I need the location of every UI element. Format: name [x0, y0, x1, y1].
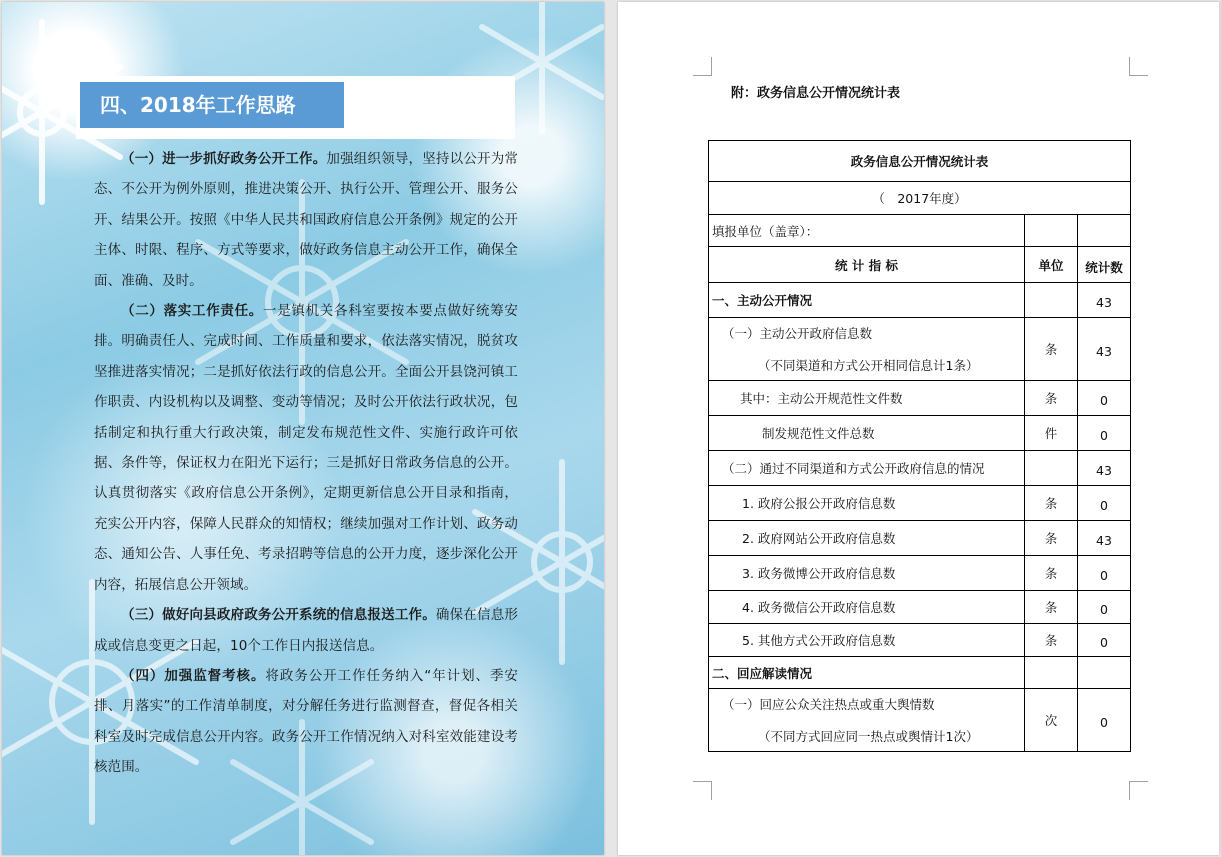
indicator-label: （一）主动公开政府信息数 — [722, 326, 873, 341]
unit-cell — [1025, 451, 1078, 486]
count-cell: 43 — [1078, 318, 1131, 381]
unit-cell: 条 — [1025, 591, 1078, 624]
table-row — [709, 689, 1131, 752]
unit-cell — [1025, 283, 1078, 318]
paragraph-heading: （四）加强监督考核。 — [121, 667, 266, 684]
unit-cell: 条 — [1025, 556, 1078, 591]
table-cell — [1078, 215, 1131, 247]
indicator-label: （一）回应公众关注热点或重大舆情数 — [722, 697, 935, 712]
table-title-row — [709, 141, 1131, 182]
table-header-row — [709, 247, 1131, 283]
indicator-note: （不同方式回应同一热点或舆情计1次） — [758, 729, 979, 744]
count-cell: 0 — [1078, 416, 1131, 451]
count-cell: 43 — [1078, 521, 1131, 556]
count-cell: 0 — [1078, 689, 1131, 752]
indicator-cell — [709, 381, 1025, 416]
table-year: （ 2017年度） — [709, 182, 1131, 215]
table-year-row — [709, 182, 1131, 215]
unit-cell: 条 — [1025, 318, 1078, 381]
page-left — [2, 2, 604, 855]
indicator-label: 3. 政务微博公开政府信息数 — [742, 566, 896, 581]
table-row — [709, 451, 1131, 486]
indicator-cell — [709, 521, 1025, 556]
indicator-cell — [709, 416, 1025, 451]
paragraph-text: 确保在信息形成或信息变更之日起，10个工作日内报送信息。 — [94, 607, 518, 654]
unit-cell: 条 — [1025, 521, 1078, 556]
count-cell: 43 — [1078, 451, 1131, 486]
table-row — [709, 416, 1131, 451]
table-title: 政务信息公开情况统计表 — [709, 141, 1131, 182]
indicator-label: 4. 政务微信公开政府信息数 — [742, 600, 896, 615]
indicator-cell — [709, 451, 1025, 486]
indicator-cell — [709, 283, 1025, 318]
table-row — [709, 591, 1131, 624]
indicator-note: （不同渠道和方式公开相同信息计1条） — [758, 358, 979, 373]
count-cell: 0 — [1078, 556, 1131, 591]
attachment-title: 附：政务信息公开情况统计表 — [731, 86, 901, 101]
crop-mark — [1129, 57, 1148, 76]
header-unit: 单位 — [1025, 247, 1078, 283]
indicator-cell — [709, 657, 1025, 689]
paragraph-heading: （一）进一步抓好政务公开工作。 — [121, 151, 327, 167]
crop-mark — [693, 57, 712, 76]
crop-mark — [693, 781, 712, 800]
indicator-label: 其中：主动公开规范性文件数 — [740, 391, 903, 406]
paragraph-text: 将政务公开工作任务纳入“年计划、季安排、月落实”的工作清单制度，对分解任务进行监测督查，督促各相关科室及时完成信息公开内容。政务公开工作情况纳入对科室效能建设考核范围。 — [94, 667, 519, 776]
section-title-bar — [76, 76, 515, 139]
unit-cell: 件 — [1025, 416, 1078, 451]
indicator-cell — [709, 624, 1025, 657]
indicator-cell — [709, 591, 1025, 624]
indicator-label: 一、主动公开情况 — [712, 293, 813, 308]
table-filler-row — [709, 215, 1131, 247]
indicator-cell — [709, 318, 1025, 381]
table-row — [709, 381, 1131, 416]
paragraph-heading: （二）落实工作责任。 — [121, 303, 263, 320]
paragraph — [94, 296, 518, 600]
indicator-cell — [709, 486, 1025, 521]
table-row — [709, 556, 1131, 591]
count-cell: 0 — [1078, 486, 1131, 521]
section-title: 四、2018年工作思路 — [80, 82, 344, 128]
filler-label: 填报单位（盖章）： — [709, 215, 1025, 247]
indicator-label: （二）通过不同渠道和方式公开政府信息的情况 — [722, 461, 985, 476]
unit-cell: 次 — [1025, 689, 1078, 752]
header-count: 统计数 — [1078, 247, 1131, 283]
table-row — [709, 283, 1131, 318]
unit-cell: 条 — [1025, 624, 1078, 657]
table-cell — [1025, 215, 1078, 247]
crop-mark — [1129, 781, 1148, 800]
count-cell: 0 — [1078, 591, 1131, 624]
indicator-cell — [709, 556, 1025, 591]
paragraph — [94, 144, 518, 296]
unit-cell — [1025, 657, 1078, 689]
count-cell: 0 — [1078, 624, 1131, 657]
indicator-label: 5. 其他方式公开政府信息数 — [742, 633, 896, 648]
unit-cell: 条 — [1025, 486, 1078, 521]
table-row — [709, 624, 1131, 657]
paragraph-heading: （三）做好向县政府政务公开系统的信息报送工作。 — [121, 607, 436, 624]
body-text — [94, 144, 518, 783]
indicator-label: 2. 政府网站公开政府信息数 — [742, 531, 896, 546]
paragraph — [94, 661, 518, 783]
paragraph-text: 一是镇机关各科室要按本要点做好统筹安排。明确责任人、完成时间、工作质量和要求，依法落实情况，脱贫攻坚推进落实情况；二是抓好依法行政的信息公开。全面公开县饶河镇工作职责、内设机构以及调整、变动等情况；及时公开依法行政状况，包括制定和执行重大行政决策，制定发布规范性文件、实施行政许可依据、条件等，保证权力在阳光下运行；三是抓好日常政务信息的公开。认真贯彻落实《政府信息公开条例》，定期更新信息公开目录和指南，充实公开内容，保障人民群众的知情权；继续加强对工作计划、政务动态、通知公告、人事任免、考录招聘等信息的公开力度，逐步深化公开内容，拓展信息公开领域。 — [94, 303, 518, 593]
table-row — [709, 657, 1131, 689]
header-indicator: 统 计 指 标 — [709, 247, 1025, 283]
page-right — [618, 2, 1219, 855]
table-row — [709, 318, 1131, 381]
unit-cell: 条 — [1025, 381, 1078, 416]
count-cell — [1078, 657, 1131, 689]
count-cell: 43 — [1078, 283, 1131, 318]
paragraph-text: 加强组织领导，坚持以公开为常态、不公开为例外原则，推进决策公开、执行公开、管理公开、服务公开、结果公开。按照《中华人民共和国政府信息公开条例》规定的公开主体、时限、程序、方式等要求，做好政务信息主动公开工作，确保全面、准确、及时。 — [94, 151, 518, 289]
indicator-label: 1. 政府公报公开政府信息数 — [742, 496, 896, 511]
count-cell: 0 — [1078, 381, 1131, 416]
table-row — [709, 521, 1131, 556]
table-row — [709, 486, 1131, 521]
statistics-table — [708, 140, 1131, 752]
indicator-cell — [709, 689, 1025, 752]
paragraph — [94, 600, 518, 661]
indicator-label: 二、回应解读情况 — [712, 665, 813, 681]
indicator-label: 制发规范性文件总数 — [762, 426, 875, 441]
